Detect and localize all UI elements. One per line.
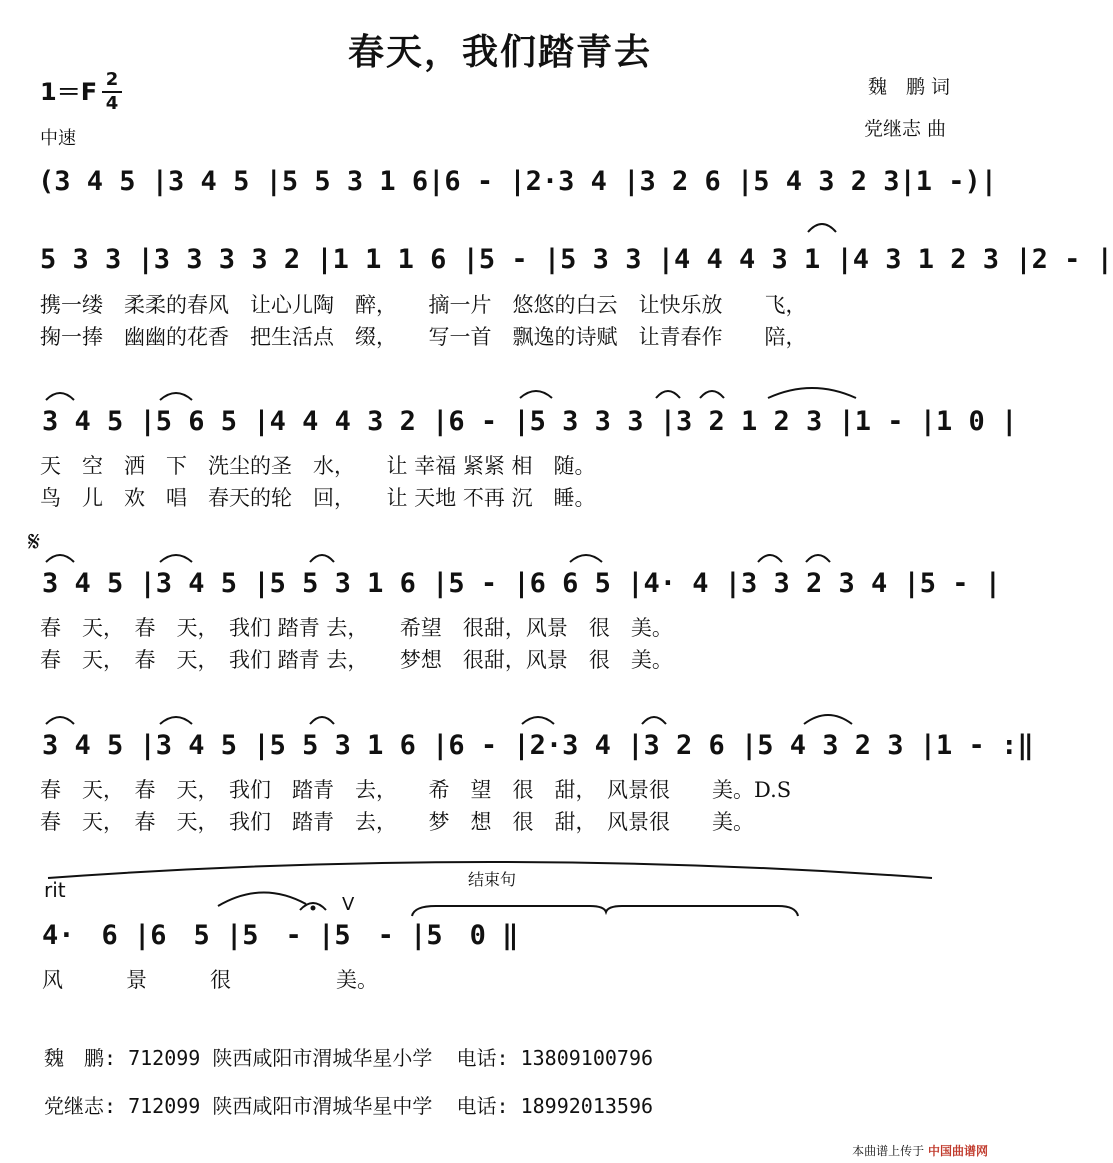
slur-row3-f [806, 555, 830, 562]
watermark-prefix: 本曲谱上传于 [852, 1144, 925, 1158]
watermark-site: 中国曲谱网 [927, 1144, 988, 1158]
lyricist-credit: 魏 鹏 词 [868, 76, 951, 98]
lyric-row-3-verse-2: 春 天， 春 天， 我们 踏青 去， 梦想 很甜，风景 很 美。 [40, 648, 673, 672]
contact-postcode: 712099 [128, 1094, 201, 1118]
slur-row2-b [160, 393, 192, 400]
contact-phone: 13809100796 [520, 1046, 654, 1070]
slur-row4-d [522, 717, 554, 724]
slur-row4-b [160, 717, 192, 724]
lyric-row-1-verse-2: 掬一捧 幽幽的花香 把生活点 缀， 写一首 飘逸的诗赋 让青春作 陪， [40, 325, 807, 349]
lyric-row-4-verse-2: 春 天， 春 天， 我们 踏青 去， 梦 想 很 甜， 风景很 美。 [40, 810, 754, 834]
tempo-marking: 中速 [40, 128, 76, 149]
tie-row2 [768, 388, 856, 398]
contact-address: 陕西咸阳市渭城华星小学 [212, 1046, 433, 1070]
slur-row3-c [310, 555, 334, 562]
contact-phone-label: 电话: [456, 1094, 509, 1118]
slur-row3-a [46, 555, 74, 562]
lyric-row-2-verse-2: 鸟 儿 欢 唱 春天的轮 回， 让 天地 不再 沉 睡。 [40, 486, 596, 510]
slur-row2-e [700, 391, 724, 398]
slur-row2-d [656, 391, 680, 398]
staff-row-ending: 4· 6 |6 5 |5 - |5 - |5 0 ‖ [42, 920, 519, 951]
breath-mark: V [342, 894, 355, 915]
lyric-row-ending: 风 景 很 美。 [42, 968, 378, 992]
staff-row-3: 3 4 5 |3 4 5 |5 5 3 1 6 |5 - |6 6 5 |4· 4 |3 3 2 3 4 |5 - | [42, 568, 1002, 599]
slur-row2-c [520, 391, 552, 398]
lyric-row-2-verse-1: 天 空 洒 下 洗尘的圣 水， 让 幸福 紧紧 相 随。 [40, 454, 596, 478]
slur-row4-a [46, 717, 74, 724]
contact-phone: 18992013596 [520, 1094, 654, 1118]
slur-row3-e [758, 555, 782, 562]
staff-row-4: 3 4 5 |3 4 5 |5 5 3 1 6 |6 - |2·3 4 |3 2 6 |5 4 3 2 3 |1 - :‖ [42, 730, 1034, 761]
slur-row1 [808, 224, 836, 232]
key-signature: 1＝F [40, 78, 98, 106]
slur-row3-d [570, 555, 602, 562]
slur-row4-e [642, 717, 666, 724]
phrase-bracket [412, 906, 798, 916]
slur-ending [218, 892, 306, 906]
contact-name: 魏 鹏: [44, 1046, 117, 1070]
fermata-dot [311, 906, 316, 911]
rit-span [48, 862, 932, 878]
contact-phone-label: 电话: [456, 1046, 509, 1070]
song-title: 春天，我们踏青去 [347, 31, 652, 73]
slur-row2-a [46, 393, 74, 400]
staff-row-1: 5 3 3 |3 3 3 3 2 |1 1 1 6 |5 - |5 3 3 |4 4 4 3 1 |4 3 1 2 3 |2 - | [40, 244, 1113, 275]
staff-row-2: 3 4 5 |5 6 5 |4 4 4 3 2 |6 - |5 3 3 3 |3 2 1 2 3 |1 - |1 0 | [42, 406, 1018, 437]
contact-name: 党继志: [44, 1094, 117, 1118]
segno-sign: 𝄋 [28, 525, 41, 558]
composer-credit: 党继志 曲 [864, 118, 947, 140]
meter-numerator: 2 [105, 69, 119, 90]
contact-address: 陕西咸阳市渭城华星中学 [212, 1094, 433, 1118]
slur-row4-f [804, 715, 852, 724]
meter-denominator: 4 [105, 93, 119, 114]
lyric-row-3-verse-1: 春 天， 春 天， 我们 踏青 去， 希望 很甜，风景 很 美。 [40, 616, 673, 640]
staff-row-intro: (3 4 5 |3 4 5 |5 5 3 1 6|6 - |2·3 4 |3 2 6 |5 4 3 2 3|1 -)| [38, 166, 998, 197]
slur-row3-b [160, 555, 192, 562]
lyric-row-1-verse-1: 携一缕 柔柔的春风 让心儿陶 醉， 摘一片 悠悠的白云 让快乐放 飞， [40, 293, 807, 317]
ritardando-mark: rit [44, 878, 66, 902]
lyric-row-4-verse-1: 春 天， 春 天， 我们 踏青 去， 希 望 很 甜， 风景很 美。D.S [40, 778, 792, 802]
slur-row4-c [310, 717, 334, 724]
contact-postcode: 712099 [128, 1046, 201, 1070]
phrase-label: 结束句 [468, 870, 517, 889]
